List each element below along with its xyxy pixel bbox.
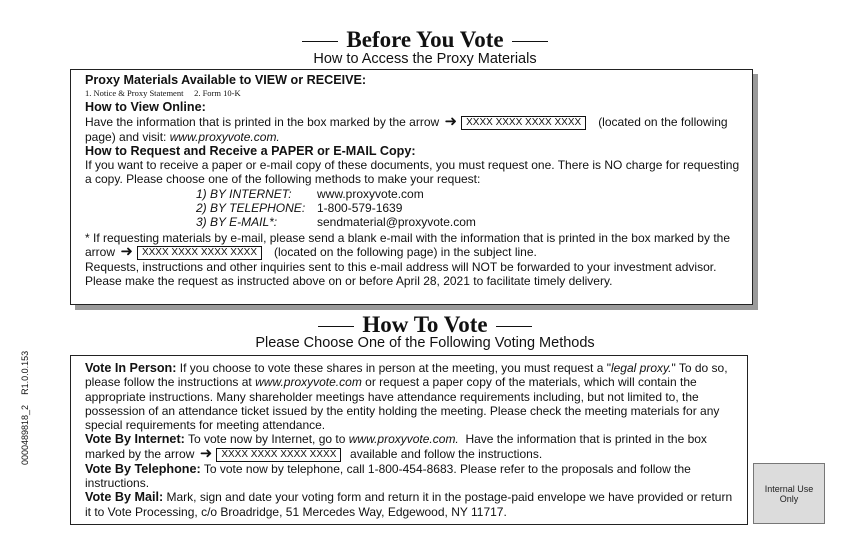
vote-by-internet: Vote By Internet: To vote now by Internet, go to www.proxyvote.com. Have the information that is printed in the box marked by the arrow ➜ XXXX XXXX XXXX XXXX available and follow the instructions. [85,432,707,462]
before-you-vote-title: Before You Vote [0,27,850,53]
proxyvote-link[interactable]: www.proxyvote.com. [169,129,280,144]
proxyvote-link[interactable]: www.proxyvote.com [255,375,362,390]
control-number-box: XXXX XXXX XXXX XXXX [216,448,341,462]
before-you-vote-subtitle: How to Access the Proxy Materials [313,51,537,67]
view-online-heading: How to View Online: [85,100,206,115]
request-text: If you want to receive a paper or e-mail copy of these documents, you must request one. There is NO charge for requesting a copy. Please choose one of the following methods to make your request: [85,158,740,187]
title-rule-left [318,326,354,327]
vote-in-person: Vote In Person: If you choose to vote these shares in person at the meeting, you must request a "legal proxy." To do so, please follow the instructions at www.proxyvote.com or request a paper copy of the materials, which will contain the appropriate instructions. Many shareholder meetings have attendance requirements including, but not limited to, the possession of an attendance ticket issued by the entity holding the meeting. Please check the meeting materials for any special requirements for meeting attendance. [85,361,728,433]
vote-by-mail: Vote By Mail: Mark, sign and date your voting form and return it in the postage-paid envelope we have provided or return it to Vote Processing, c/o Broadridge, 51 Mercedes Way, Edgewood, NY 11717. [85,490,733,519]
proxy-materials-box [70,69,753,305]
materials-heading: Proxy Materials Available to VIEW or RECEIVE: [85,73,367,87]
request-methods [196,187,746,230]
title-rule-right [496,326,532,327]
requests-text: Requests, instructions and other inquiries sent to this e-mail address will NOT be forwarded to your investment advisor. Please make the request as instructed above on or before April 28, 2021 to facilitate timely delivery. [85,259,717,289]
request-heading: How to Request and Receive a PAPER or E-MAIL Copy: [85,143,416,158]
document-code: 0000489818_2 R1.0.0.153 [20,350,30,465]
email-note: * If requesting materials by e-mail, please send a blank e-mail with the information that is printed in the box marked by the arrow ➜ XXXX XXXX XXXX XXXX (located on the following page) in the subject line. [85,230,730,260]
internal-use-box: Internal Use Only [753,463,825,524]
control-number-box: XXXX XXXX XXXX XXXX [137,246,262,260]
materials-list: 1. Notice & Proxy Statement 2. Form 10-K [85,88,241,99]
how-to-vote-subtitle: Please Choose One of the Following Voting Methods [255,335,595,351]
title-rule-right [512,41,548,42]
method-telephone: 2) BY TELEPHONE: 1-800-579-1639 [196,201,403,216]
arrow-right-icon: ➜ [444,112,458,130]
proxyvote-link[interactable]: www.proxyvote.com. [348,432,459,447]
view-online-text: Have the information that is printed in the box marked by the arrow ➜ XXXX XXXX XXXX XXXX (located on the following page) and visit: www.proxyvote.com. [85,112,728,144]
control-number-box: XXXX XXXX XXXX XXXX [461,116,586,130]
voting-methods-box [70,355,748,525]
how-to-vote-title: How To Vote [0,312,850,338]
vote-by-telephone: Vote By Telephone: To vote now by telephone, call 1-800-454-8683. Please refer to the proposals and follow the instructions. [85,461,691,491]
arrow-right-icon: ➜ [199,444,213,462]
method-email: 3) BY E-MAIL*: sendmaterial@proxyvote.com [196,215,476,230]
arrow-right-icon: ➜ [120,242,133,260]
title-rule-left [302,41,338,42]
method-internet: 1) BY INTERNET: www.proxyvote.com [196,186,424,201]
